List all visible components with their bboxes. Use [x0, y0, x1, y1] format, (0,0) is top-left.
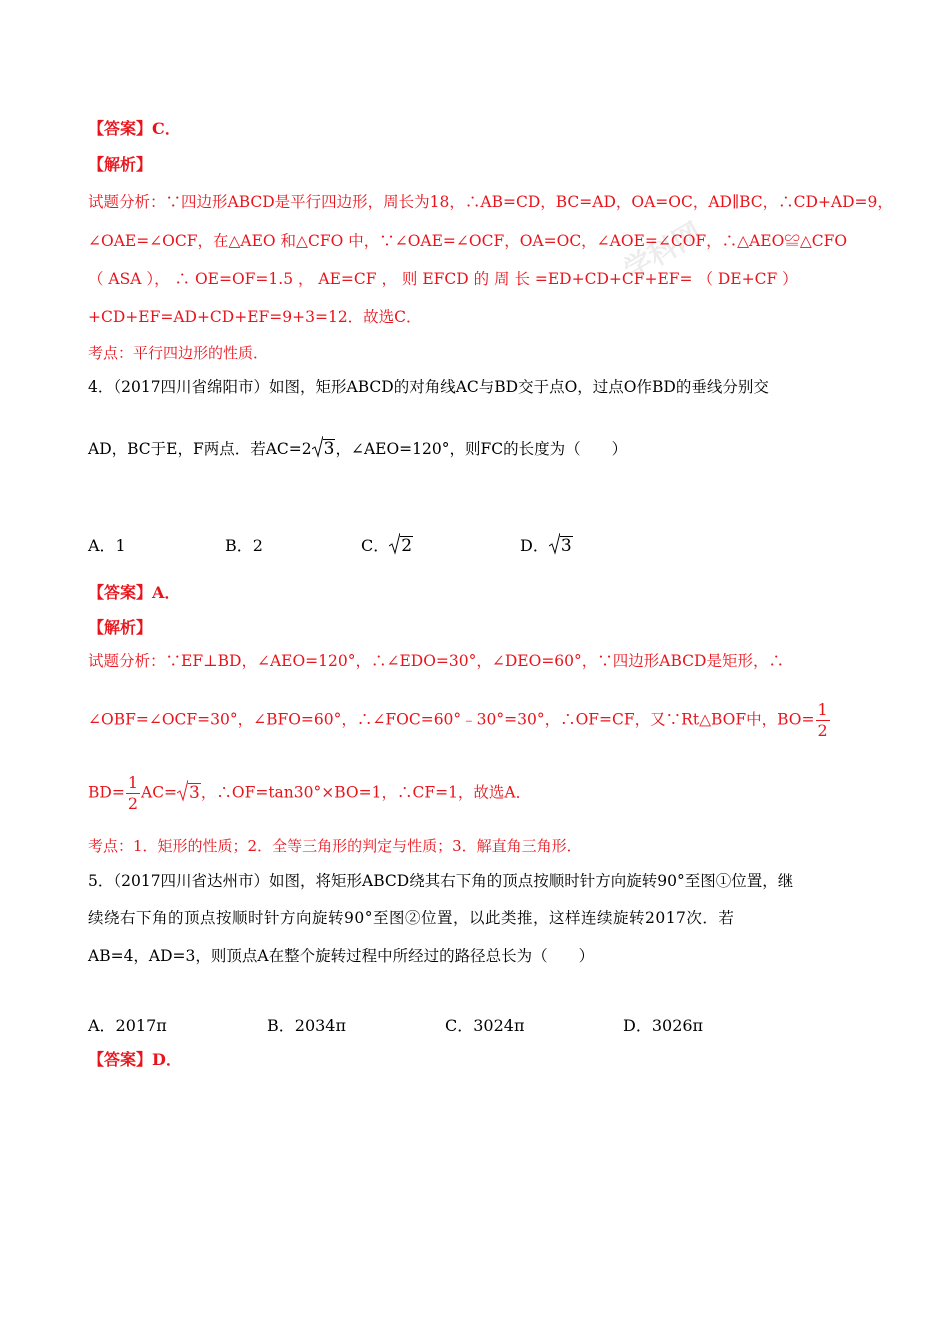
q3-kaodian: 考点：平行四边形的性质． — [88, 344, 269, 362]
q5-question-line: AB=4，AD=3，则顶点A在整个旋转过程中所经过的路径总长为（ ） — [88, 947, 595, 965]
q4-analysis-line — [88, 773, 531, 814]
watermark: 学科网 — [618, 216, 708, 287]
sqrt-expression: 3 — [177, 780, 201, 802]
q4-option-a: A．1 — [88, 536, 126, 555]
q4-analysis-label: 【解析】 — [88, 618, 153, 637]
q4-option-c: C． 2 — [361, 533, 413, 556]
q4-analysis-line — [88, 700, 831, 741]
q5-question-line: 5．（2017四川省达州市）如图，将矩形ABCD绕其右下角的顶点按顺时针方向旋转90°至图①位置，继 — [88, 872, 794, 890]
q3-analysis-line: （ ASA ）， ∴ OE=OF=1.5 ， AE=CF ， 则 EFCD 的 周 长 =ED+CD+CF+EF= （ DE+CF ） — [88, 270, 798, 288]
q4-option-b: B．2 — [225, 536, 263, 555]
q4-analysis-text: ∠OBF=∠OCF=30°，∠BFO=60°，∴∠FOC=60°﹣30°=30°，∴OF=CF，又∵Rt△BOF中，BO= — [88, 710, 815, 729]
q5-question-line: 续绕右下角的顶点按顺时针方向旋转90°至图②位置，以此类推，这样连续旋转2017次．若 — [88, 909, 735, 927]
q4-answer: 【答案】A． — [88, 583, 181, 602]
q5-option-a: A．2017π — [88, 1016, 167, 1035]
q4-line2-post: ，∠AEO=120°，则FC的长度为（ ） — [335, 440, 628, 458]
q3-analysis-line: +CD+EF=AD+CD+EF=9+3=12．故选C． — [88, 308, 422, 326]
q4-kaodian: 考点：1．矩形的性质；2．全等三角形的判定与性质；3．解直角三角形． — [88, 837, 582, 855]
sqrt-expression: 3 — [549, 533, 573, 555]
q3-analysis-line: 试题分析：∵四边形ABCD是平行四边形，周长为18，∴AB=CD，BC=AD，OA=OC，AD∥BC，∴CD+AD=9， — [88, 193, 893, 211]
q4-analysis-text: BD= — [88, 783, 125, 802]
fraction: $\frac{1}{2}$ — [127, 773, 138, 813]
q4-question-line — [88, 436, 627, 459]
q5-option-c: C．3024π — [445, 1016, 525, 1035]
q5-option-d: D．3026π — [623, 1016, 704, 1035]
sqrt-expression: 3 — [312, 436, 336, 458]
q4-line2-pre: AD，BC于E，F两点．若AC= — [88, 440, 302, 458]
q5-answer: 【答案】D． — [88, 1050, 182, 1069]
sqrt-expression: 2 — [389, 533, 413, 555]
q3-analysis-line: ∠OAE=∠OCF，在△AEO 和△CFO 中，∵∠OAE=∠OCF，OA=OC，∠AOE=∠COF，∴△AEO≌△CFO — [88, 232, 848, 250]
q4-analysis-line: 试题分析：∵EF⊥BD，∠AEO=120°，∴∠EDO=30°，∠DEO=60°，∵四边形ABCD是矩形，∴ — [88, 652, 784, 670]
q4-option-d: D． 3 — [520, 533, 573, 556]
q3-analysis-label: 【解析】 — [88, 155, 153, 174]
q5-option-b: B．2034π — [267, 1016, 346, 1035]
q4-analysis-text: AC= — [141, 783, 178, 802]
q4-analysis-text: ，∴OF=tan30°×BO=1，∴CF=1，故选A． — [200, 783, 532, 802]
q4-coef: 2 — [301, 440, 312, 458]
q3-answer: 【答案】C． — [88, 119, 181, 138]
q4-question-line: 4．（2017四川省绵阳市）如图，矩形ABCD的对角线AC与BD交于点O，过点O作BD的垂线分别交 — [88, 378, 769, 396]
fraction: $\frac{1}{2}$ — [817, 700, 828, 740]
